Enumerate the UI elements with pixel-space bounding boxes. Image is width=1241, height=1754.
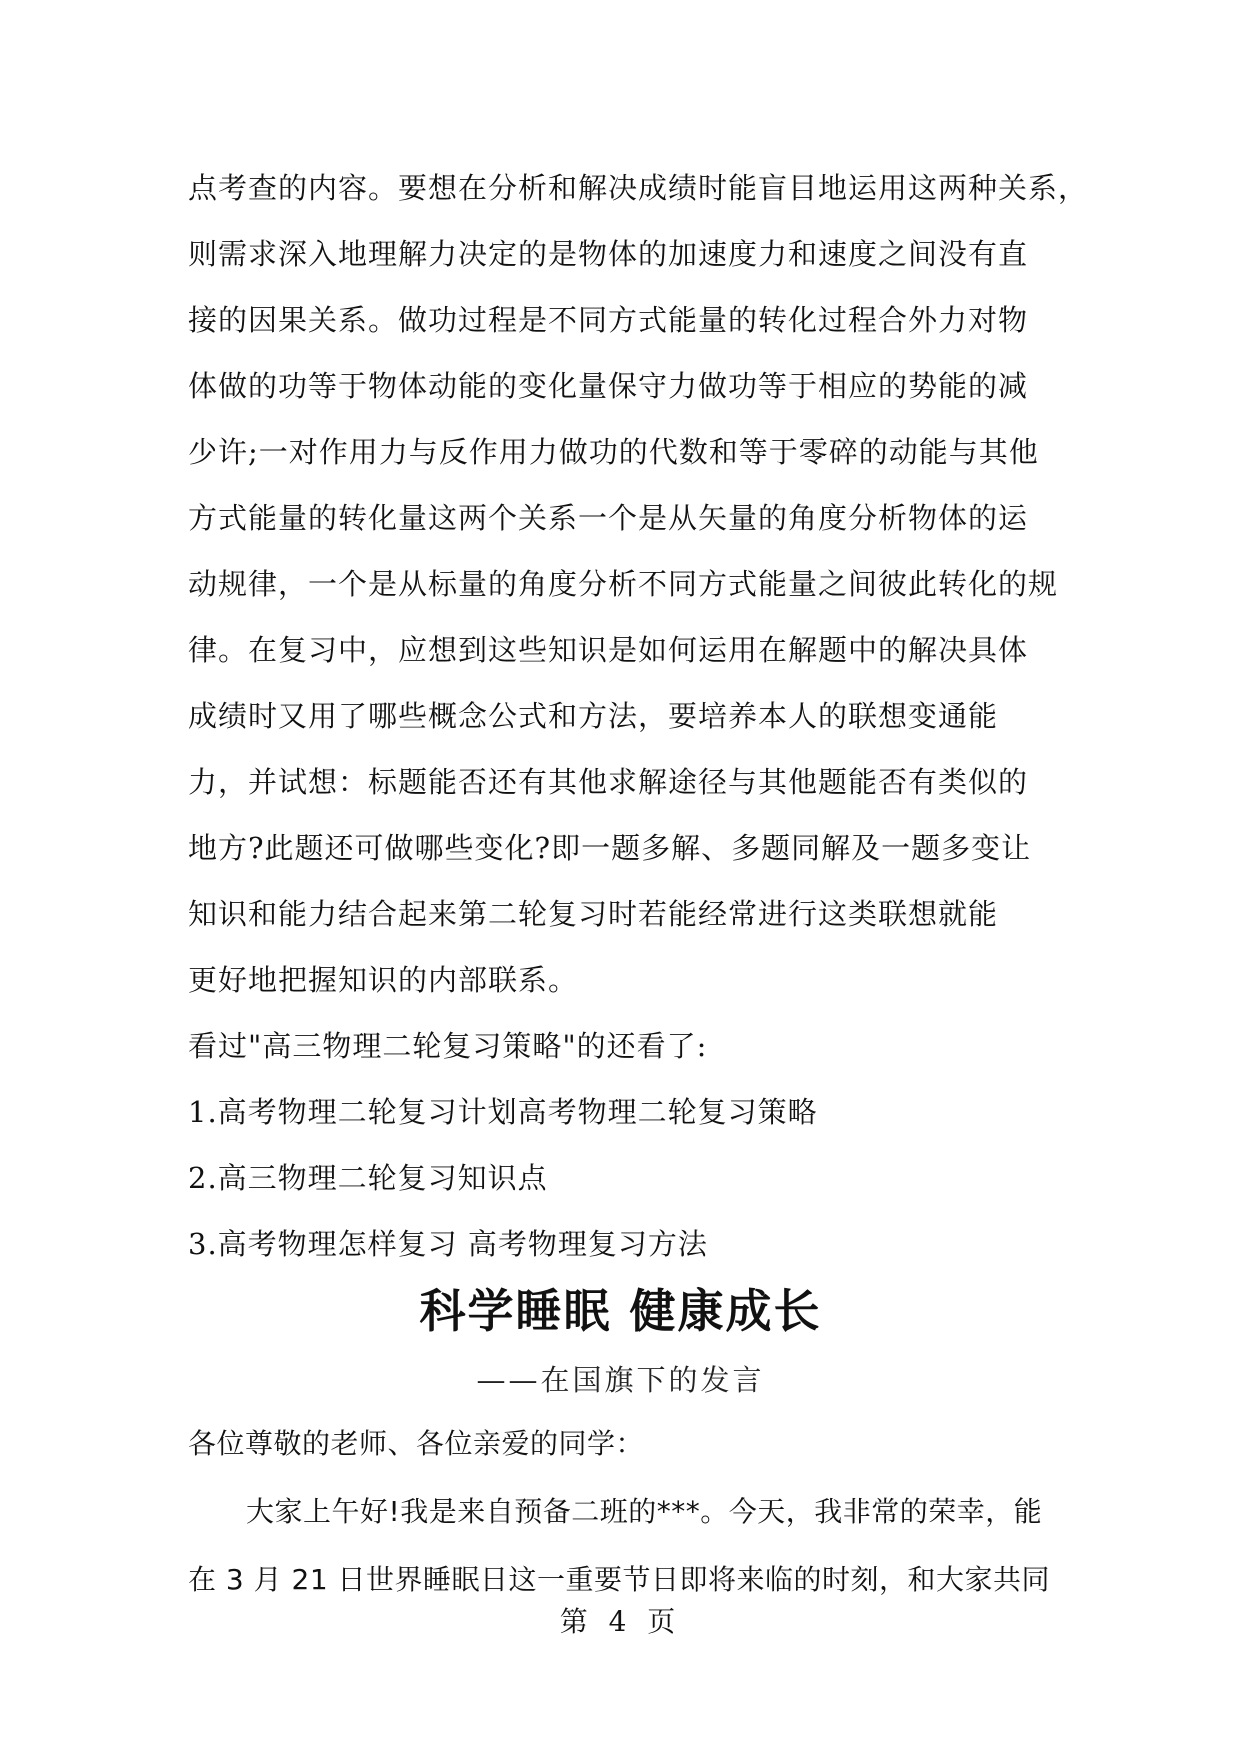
article-line: 地方?此题还可做哪些变化?即一题多解、多题同解及一题多变让	[188, 831, 1032, 865]
article-line: 力，并试想：标题能否还有其他求解途径与其他题能否有类似的	[188, 765, 1029, 799]
related-item: 1.高考物理二轮复习计划高考物理二轮复习策略	[188, 1095, 818, 1129]
speech-body	[188, 1410, 1088, 1614]
related-heading: 看过"高三物理二轮复习策略"的还看了:	[188, 1029, 708, 1063]
speech-greeting: 各位尊敬的老师、各位亲爱的同学：	[188, 1427, 645, 1460]
article-line: 少许;一对作用力与反作用力做功的代数和等于零碎的动能与其他	[188, 435, 1039, 469]
article-line: 则需求深入地理解力决定的是物体的加速度力和速度之间没有直	[188, 237, 1029, 271]
article-line: 体做的功等于物体动能的变化量保守力做功等于相应的势能的减	[188, 369, 1029, 403]
article-line: 方式能量的转化量这两个关系一个是从矢量的角度分析物体的运	[188, 501, 1029, 535]
speech-subtitle: ——在国旗下的发言	[476, 1363, 765, 1397]
speech-title: 科学睡眠 健康成长	[419, 1284, 822, 1338]
article-line: 点考查的内容。要想在分析和解决成绩时能盲目地运用这两种关系，	[188, 171, 1089, 205]
article-body	[188, 155, 1088, 1277]
article-line: 知识和能力结合起来第二轮复习时若能经常进行这类联想就能	[188, 897, 999, 931]
article-line: 成绩时又用了哪些概念公式和方法，要培养本人的联想变通能	[188, 699, 999, 733]
related-item: 2.高三物理二轮复习知识点	[188, 1161, 548, 1195]
speech-line: 大家上午好!我是来自预备二班的***。今天，我非常的荣幸，能	[246, 1495, 1043, 1528]
article-line: 律。在复习中，应想到这些知识是如何运用在解题中的解决具体	[188, 633, 1029, 667]
article-line: 接的因果关系。做功过程是不同方式能量的转化过程合外力对物	[188, 303, 1029, 337]
speech-line: 在 3 月 21 日世界睡眠日这一重要节日即将来临的时刻，和大家共同	[188, 1563, 1051, 1596]
page-number: 第 4 页	[559, 1605, 682, 1638]
article-line: 更好地把握知识的内部联系。	[188, 963, 579, 997]
related-item: 3.高考物理怎样复习 高考物理复习方法	[188, 1227, 708, 1261]
article-line: 动规律，一个是从标量的角度分析不同方式能量之间彼此转化的规	[188, 567, 1059, 601]
